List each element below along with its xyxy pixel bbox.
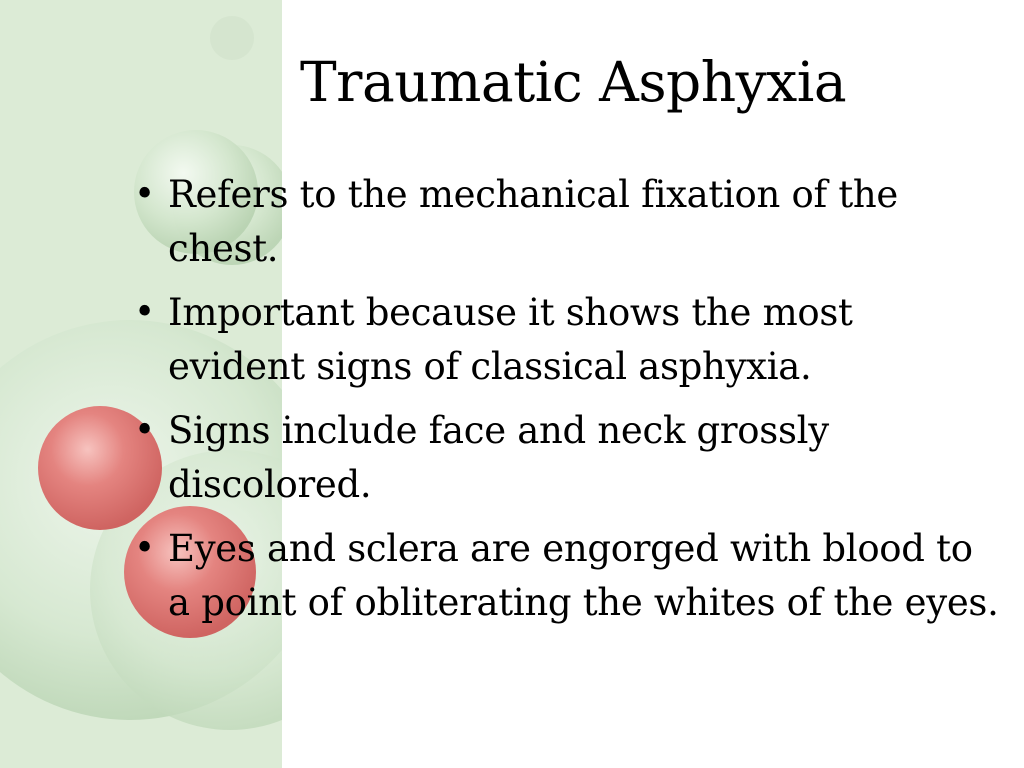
bullet-list [130,168,1000,640]
bullet-glyph: • [134,410,155,451]
bullet-text: Eyes and sclera are engorged with blood to a point of obliterating the whites of the eyes. [168,527,999,624]
bullet-text: Refers to the mechanical fixation of the chest. [168,173,899,270]
bullet-item [130,286,1000,394]
bullet-text: Important because it shows the most evident signs of classical asphyxia. [168,291,853,388]
bullet-item [130,522,1000,630]
bullet-glyph: • [134,528,155,569]
bullet-glyph: • [134,292,155,333]
bullet-item [130,168,1000,276]
bullet-text: Signs include face and neck grossly discolored. [168,409,829,506]
faint-top-sphere [210,16,254,60]
bullet-glyph: • [134,174,155,215]
slide-title: Traumatic Asphyxia [300,50,847,114]
bullet-item [130,404,1000,512]
